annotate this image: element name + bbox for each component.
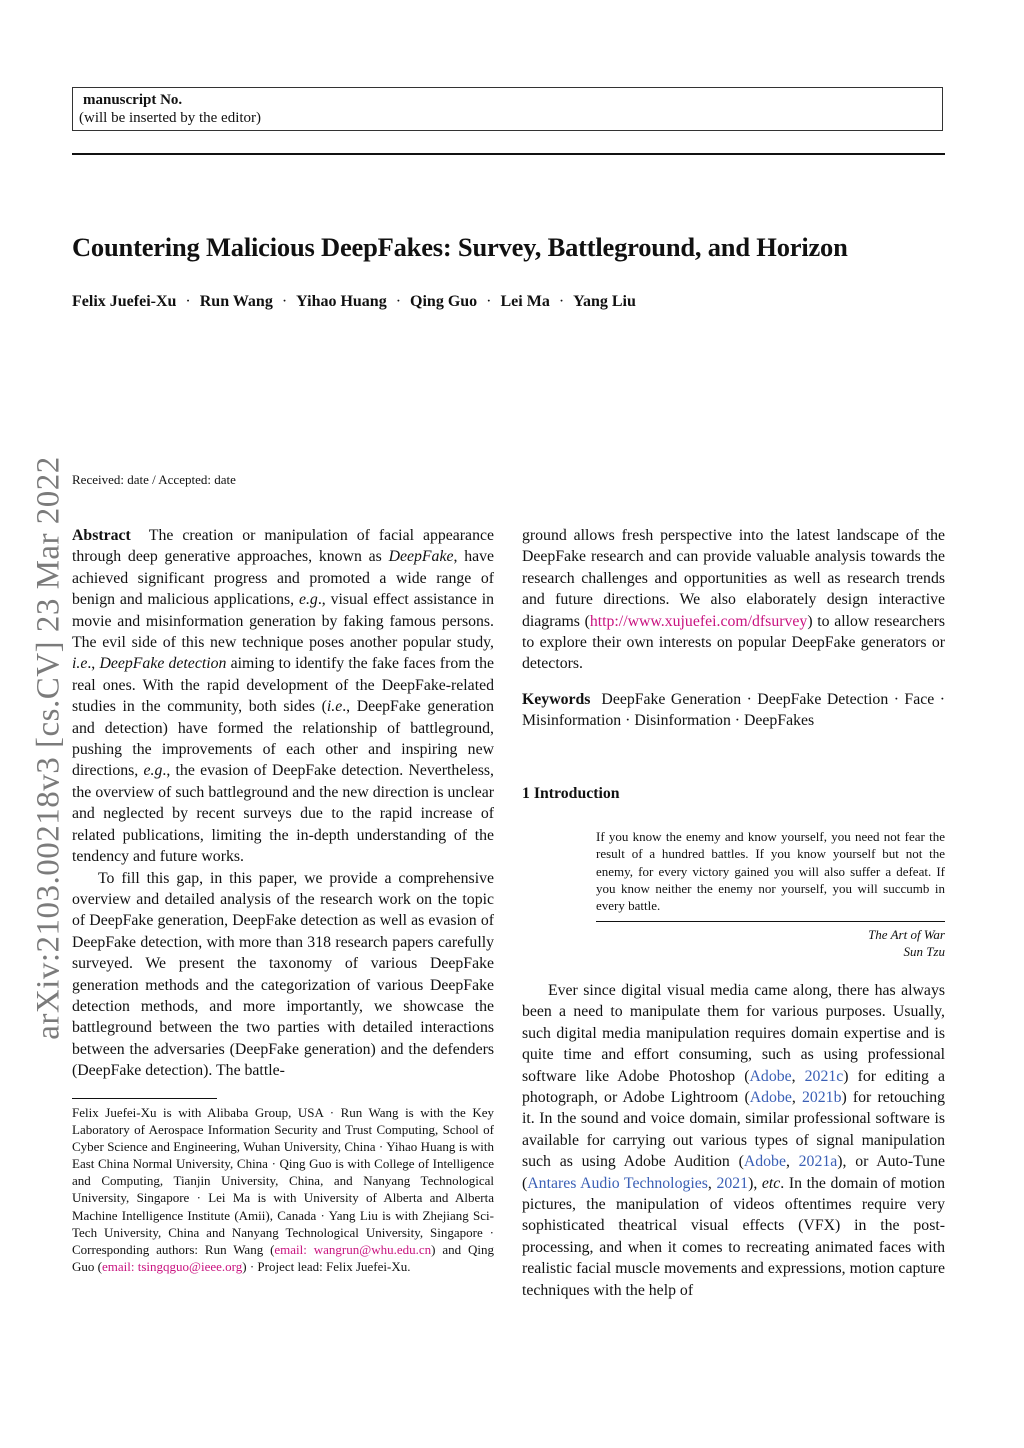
abstract-term: DeepFake bbox=[388, 548, 454, 566]
section-heading-introduction: 1 Introduction bbox=[522, 785, 620, 802]
author-list bbox=[72, 293, 636, 311]
author-separator: · bbox=[395, 293, 402, 310]
author-name: Yihao Huang bbox=[296, 293, 387, 310]
citation-link[interactable]: Adobe bbox=[743, 1153, 786, 1171]
survey-url-link[interactable]: http://www.xujuefei.com/dfsurvey bbox=[589, 612, 808, 630]
intro-text: , bbox=[791, 1089, 802, 1107]
footnote-text: ) · Project lead: Felix Juefei-Xu. bbox=[242, 1258, 411, 1274]
footnote-text: Felix Juefei-Xu is with Alibaba Group, USA · Run Wang is with the Key Laboratory of Aerospace Information Security and Trust Computing, School of Cyber Science and Engineering, Wuhan University, China · Yihao Huang is with East China Normal University, China · Qing Guo is with College of Intelligence and Computing, Tianjin University, China, and Nanyang Technological University, Singapore · Lei Ma is with University of Alberta and Alberta Machine Intelligence Institute (Amii), Canada · Yang Liu is with Zhejiang Sci-Tech University, China and Nanyang Technological University, Singapore · Corresponding authors: Run Wang ( bbox=[72, 1105, 494, 1257]
footnote-text: ) and Qing Guo ( bbox=[72, 1241, 494, 1274]
intro-text: Ever since digital visual media came along, there has always been a need to manipulate them for various purposes. Usually, such digital media manipulation requires domain expertise and is quite time and effort consuming, such as using professional software like Adobe Photoshop ( bbox=[522, 982, 945, 1085]
citation-link[interactable]: 2021b bbox=[801, 1089, 842, 1107]
intro-text: ), bbox=[748, 1174, 762, 1192]
abstract-right-column bbox=[522, 525, 945, 732]
abstract-term: DeepFake detection bbox=[99, 655, 227, 673]
keywords bbox=[522, 689, 945, 732]
paper-title: Countering Malicious DeepFakes: Survey, Battleground, and Horizon bbox=[72, 232, 848, 262]
intro-text: ) for retouching it. In the sound and voice domain, similar professional software is available for carrying out various types of signal manipulation such as using Adobe Audition ( bbox=[522, 1089, 945, 1171]
abstract-text: ., DeepFake generation and detection) have formed the relationship of battleground, pushing the improvements of each other and inspiring new directions, bbox=[72, 698, 495, 780]
author-separator: · bbox=[558, 293, 565, 310]
author-name: Run Wang bbox=[199, 293, 273, 310]
epigraph-book: The Art of War bbox=[868, 927, 945, 942]
author-name: Felix Juefei-Xu bbox=[72, 293, 177, 310]
abstract-abbrev: i.e bbox=[72, 655, 88, 673]
author-name: Qing Guo bbox=[410, 293, 478, 310]
introduction-paragraph bbox=[522, 980, 945, 1301]
manuscript-label: manuscript No. bbox=[83, 92, 183, 108]
introduction-body bbox=[522, 980, 945, 1301]
abstract-left-column bbox=[72, 525, 494, 1082]
epigraph-rule bbox=[596, 921, 945, 922]
author-separator: · bbox=[185, 293, 191, 310]
citation-link[interactable]: Antares Audio Technologies bbox=[527, 1174, 708, 1192]
abstract-text: , have achieved significant progress and promoted a wide range of benign and malicious applications, bbox=[72, 548, 495, 609]
abstract-text: ground allows fresh perspective into the latest landscape of the DeepFake research and can provide valuable analysis towards the research challenges and opportunities as well as research trends and future directions. We also elaborately design interactive diagrams ( bbox=[522, 527, 945, 630]
intro-text: . In the domain of motion pictures, the manipulation of videos oftentimes require very sophisticated theatrical visual effects (VFX) in the post-processing, and when it comes to recreating animated faces with realistic facial muscle movements and expressions, motion capture techniques with the help of bbox=[522, 1174, 945, 1299]
abstract-label: Abstract bbox=[72, 527, 131, 544]
footnote-rule bbox=[72, 1098, 217, 1099]
keywords-label: Keywords bbox=[522, 690, 591, 708]
intro-text: , bbox=[785, 1153, 799, 1171]
citation-link[interactable]: 2021c bbox=[804, 1067, 844, 1085]
abstract-abbrev: e.g bbox=[143, 762, 163, 780]
abstract-text: ., bbox=[87, 655, 100, 673]
intro-text: ) for editing a photograph, or Adobe Lightroom ( bbox=[522, 1067, 945, 1107]
author-name: Lei Ma bbox=[500, 293, 550, 310]
author-separator: · bbox=[281, 293, 288, 310]
author-name: Yang Liu bbox=[573, 293, 636, 310]
arxiv-identifier: arXiv:2103.00218v3 [cs.CV] 23 Mar 2022 bbox=[30, 456, 67, 1040]
email-link-wangrun[interactable]: email: wangrun@whu.edu.cn bbox=[274, 1241, 432, 1257]
abstract-text: ., the evasion of DeepFake detection. Nevertheless, the overview of such battleground and the new direction is unclear and neglected by recent surveys due to the rapid increase of related publications, limiting the in-depth understanding of the tendency and future works. bbox=[72, 762, 494, 866]
intro-text: , bbox=[791, 1067, 805, 1085]
epigraph-quote: If you know the enemy and know yourself, you need not fear the result of a hundred battles. If you know yourself but not the enemy, for every victory gained you will also suffer a defeat. If you know neither the enemy nor yourself, you will succumb in every battle. bbox=[596, 829, 945, 914]
citation-link[interactable]: Adobe bbox=[749, 1067, 792, 1085]
email-link-qingguo[interactable]: email: tsingqguo@ieee.org bbox=[101, 1258, 243, 1274]
author-affiliations-footnote bbox=[72, 1104, 494, 1275]
author-separator: · bbox=[486, 293, 492, 310]
intro-text: , bbox=[707, 1174, 717, 1192]
abstract-text: ., visual effect assistance in movie and misinformation generation by faking famous persons. The evil side of this new technique poses another popular study, bbox=[72, 591, 494, 652]
abstract-text: ) to allow researchers to explore their own interests on popular DeepFake generators or detectors. bbox=[522, 612, 945, 673]
abstract-text: aiming to identify the fake faces from the real ones. With the rapid development of the DeepFake-related studies in the community, both sides ( bbox=[72, 655, 494, 716]
abstract-text: The creation or manipulation of facial appearance through deep generative approaches, known as bbox=[72, 527, 494, 566]
abstract-paragraph-3 bbox=[522, 525, 945, 675]
epigraph-author: Sun Tzu bbox=[903, 944, 945, 959]
abstract-abbrev: e.g bbox=[298, 591, 318, 609]
intro-text: ), or Auto-Tune ( bbox=[522, 1153, 945, 1192]
citation-link[interactable]: 2021a bbox=[798, 1153, 838, 1171]
header-rule bbox=[72, 153, 945, 155]
epigraph-source bbox=[596, 926, 945, 960]
citation-link[interactable]: 2021 bbox=[716, 1174, 749, 1192]
abstract-paragraph-1 bbox=[72, 525, 494, 868]
abstract-paragraph-2: To fill this gap, in this paper, we provide a comprehensive overview and detailed analysis of the research work on the topic of DeepFake generation, DeepFake detection as well as evasion of DeepFake detection, with more than 318 research papers carefully surveyed. We present the taxonomy of various DeepFake generation methods and the categorization of various DeepFake detection methods, and more importantly, we showcase the battleground between the two parties with detailed interactions between the adversaries (DeepFake generation) and the defenders (DeepFake detection). The battle- bbox=[72, 869, 494, 1080]
manuscript-box bbox=[72, 87, 943, 131]
received-date: Received: date / Accepted: date bbox=[72, 472, 236, 487]
intro-abbrev: etc bbox=[761, 1174, 781, 1192]
citation-link[interactable]: Adobe bbox=[749, 1089, 792, 1107]
keywords-text: DeepFake Generation · DeepFake Detection · Face · Misinformation · Disinformation · DeepFakes bbox=[522, 690, 945, 730]
manuscript-note: (will be inserted by the editor) bbox=[79, 110, 262, 126]
abstract-abbrev: i.e bbox=[326, 698, 343, 716]
